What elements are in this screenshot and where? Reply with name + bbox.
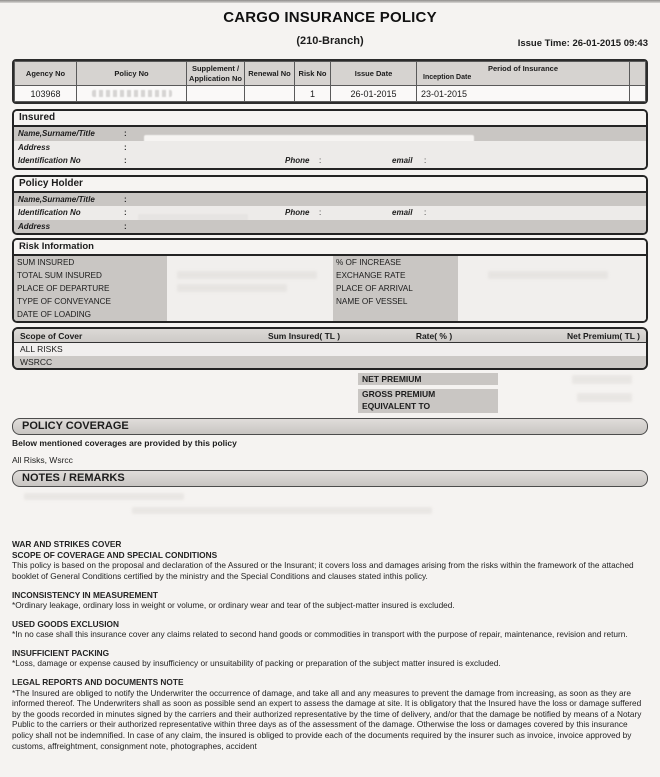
policy-holder-email-label: email — [392, 207, 413, 217]
risk-information-section — [12, 238, 648, 323]
col-header-period-of-insurance — [417, 62, 630, 86]
redaction-smudge — [24, 493, 184, 500]
scope-row-all-risks — [14, 343, 646, 356]
scope-row-wsrcc — [14, 356, 646, 369]
redaction-smudge — [577, 393, 632, 402]
col-header-supplement-no: Supplement / Application No — [187, 62, 245, 86]
total-sum-insured-label: TOTAL SUM INSURED — [14, 269, 167, 282]
scope-table-header — [14, 329, 646, 343]
date-of-loading-value — [167, 308, 333, 321]
equivalent-to-text: EQUIVALENT TO — [362, 400, 431, 411]
scope-of-cover-table — [12, 327, 648, 370]
place-of-departure-label: PLACE OF DEPARTURE — [14, 282, 167, 295]
insured-address-row — [14, 141, 646, 155]
renewal-no-value — [245, 86, 295, 102]
insured-name-row — [14, 127, 646, 141]
colon: : — [124, 208, 127, 218]
colon: : — [424, 207, 427, 217]
redaction-smudge — [132, 507, 432, 514]
subheader — [12, 35, 648, 51]
insured-email-label: email — [392, 155, 413, 165]
redacted-policy-no — [92, 90, 172, 97]
sum-insured-column: Sum Insured( TL ) — [267, 330, 341, 341]
policy-holder-name-label: Name,Surname/Title — [18, 194, 95, 204]
policy-holder-address-label: Address — [18, 221, 51, 231]
sum-insured-value — [167, 256, 333, 269]
condition-heading: INCONSISTENCY IN MEASUREMENT — [12, 589, 158, 600]
risk-row-4 — [14, 295, 646, 308]
colon: : — [319, 207, 322, 217]
colon: : — [124, 156, 127, 166]
risk-row-1 — [14, 256, 646, 269]
net-premium-column: Net Premium( TL ) — [566, 330, 640, 341]
condition-body: *In no case shall this insurance cover any claims related to second hand goods or commodities in transport with the purpose of repair, maintenance, revision and return. — [12, 629, 628, 640]
col-header-empty — [630, 62, 646, 86]
supplement-no-value — [187, 86, 245, 102]
redaction-smudge — [572, 375, 632, 384]
policy-coverage-header: POLICY COVERAGE — [12, 418, 648, 435]
policy-holder-section — [12, 175, 648, 236]
colon: : — [124, 142, 127, 152]
name-of-vessel-label: NAME OF VESSEL — [333, 295, 458, 308]
col-header-issue-date: Issue Date — [331, 62, 417, 86]
risk-information-title: Risk Information — [14, 240, 646, 256]
insured-address-label: Address — [18, 142, 51, 152]
insured-section-title: Insured — [14, 111, 646, 127]
exchange-rate-value — [458, 269, 646, 282]
insured-identification-label: Identification No — [18, 156, 81, 166]
policy-holder-section-title: Policy Holder — [14, 177, 646, 193]
risk-row-3 — [14, 282, 646, 295]
net-premium-label: NET PREMIUM — [358, 373, 498, 385]
period-of-insurance-label: Period of Insurance — [487, 64, 559, 73]
risk-row-2 — [14, 269, 646, 282]
condition-heading: USED GOODS EXCLUSION — [12, 618, 119, 629]
date-of-loading-label: DATE OF LOADING — [14, 308, 167, 321]
agency-no-value: 103968 — [15, 86, 77, 102]
total-sum-insured-value — [167, 269, 333, 282]
policy-summary-table — [12, 59, 648, 104]
cover-name: ALL RISKS — [20, 344, 63, 355]
notes-remarks-header: NOTES / REMARKS — [12, 470, 648, 487]
conditions-text — [12, 539, 648, 751]
premium-summary — [12, 373, 648, 415]
policy-holder-name-row — [14, 193, 646, 207]
gross-premium-label — [358, 389, 498, 413]
inception-date-label: Inception Date — [423, 74, 472, 82]
colon: : — [124, 221, 127, 231]
document-page — [0, 9, 660, 751]
inception-date-value: 23-01-2015 — [417, 86, 630, 102]
scope-of-cover-column: Scope of Cover — [20, 330, 83, 341]
colon: : — [124, 194, 127, 204]
redaction-smudge — [488, 271, 608, 279]
risk-row-5 — [14, 308, 646, 321]
notes-remarks-body — [12, 487, 648, 536]
redaction-smudge — [177, 271, 317, 279]
policy-holder-identification-row — [14, 206, 646, 220]
place-of-arrival-label: PLACE OF ARRIVAL — [333, 282, 458, 295]
empty-risk-label — [333, 308, 458, 321]
rate-column: Rate( % ) — [415, 330, 453, 341]
redaction-smudge — [177, 284, 287, 292]
insured-identification-row — [14, 154, 646, 168]
col-header-policy-no: Policy No — [77, 62, 187, 86]
policy-holder-address-row — [14, 220, 646, 234]
page-title: CARGO INSURANCE POLICY — [223, 9, 437, 26]
condition-body: *The Insured are obliged to notify the Underwriter the occurrence of damage, and take all and any measures to prevent the damage from increasing, as soon as they are informed thereof. The Underwriters shall as soon as possible send an expert to assess the damage at site. It is obligatory that the Insured have the loss or damage suffered by the goods recorded in minutes signed by the carriers and their authorized representative by the time of delivery, and/or that the damage be notified by means of a Notary Public to the carriers or their authorized representative within three days as of the assessment of the damage. Otherwise the loss or damages covered by this insurance policy shall not be indemnified. In case of any claim, the insured is obliged to provide each of the documents required by the insurer such as invoice, invoice approved by customs, affreightment, consignment note, photographes, accident — [12, 687, 642, 751]
cover-name: WSRCC — [20, 356, 53, 367]
pct-increase-label: % OF INCREASE — [333, 256, 458, 269]
branch-label: (210-Branch) — [296, 35, 364, 47]
policy-coverage-subtitle: Below mentioned coverages are provided by this policy — [12, 438, 237, 449]
risk-no-value: 1 — [295, 86, 331, 102]
pct-increase-value — [458, 256, 646, 269]
colon: : — [319, 155, 322, 165]
condition-heading: WAR AND STRIKES COVER — [12, 539, 122, 550]
insured-phone-label: Phone — [285, 155, 310, 165]
type-of-conveyance-label: TYPE OF CONVEYANCE — [14, 295, 167, 308]
policy-holder-phone-label: Phone — [285, 207, 310, 217]
place-of-departure-value — [167, 282, 333, 295]
place-of-arrival-value — [458, 282, 646, 295]
condition-body: *Loss, damage or expense caused by insufficiency or unsuitability of packing or preparation of the subject matter insured is excluded. — [12, 658, 501, 669]
policy-holder-identification-label: Identification No — [18, 208, 81, 218]
name-of-vessel-value — [458, 295, 646, 308]
empty-cell — [630, 86, 646, 102]
col-header-renewal-no: Renewal No — [245, 62, 295, 86]
condition-heading: LEGAL REPORTS AND DOCUMENTS NOTE — [12, 677, 184, 688]
issue-time-label: Issue Time: 26-01-2015 09:43 — [517, 38, 648, 49]
exchange-rate-label: EXCHANGE RATE — [333, 269, 458, 282]
condition-body: *Ordinary leakage, ordinary loss in weight or volume, or ordinary wear and tear of the subject-matter insured is excluded. — [12, 600, 455, 611]
colon: : — [424, 155, 427, 165]
policy-no-value — [77, 86, 187, 102]
issue-date-value: 26-01-2015 — [331, 86, 417, 102]
condition-body: This policy is based on the proposal and declaration of the Assured or the Insurant; it covers loss and damages arising from the risks within the framework of the attached booklet of General Conditions certified by the ministry and the Special Conditions and clauses stated inthis policy. — [12, 560, 634, 581]
gross-premium-text: GROSS PREMIUM — [362, 389, 436, 400]
empty-risk-value — [458, 308, 646, 321]
type-of-conveyance-value — [167, 295, 333, 308]
sum-insured-label: SUM INSURED — [14, 256, 167, 269]
condition-heading: SCOPE OF COVERAGE AND SPECIAL CONDITIONS — [12, 549, 218, 560]
condition-heading: INSUFFICIENT PACKING — [12, 647, 110, 658]
scan-edge — [0, 0, 660, 3]
insured-section — [12, 109, 648, 170]
colon: : — [124, 129, 127, 139]
insured-name-label: Name,Surname/Title — [18, 129, 95, 139]
col-header-risk-no: Risk No — [295, 62, 331, 86]
col-header-agency-no: Agency No — [15, 62, 77, 86]
policy-coverage-list: All Risks, Wsrcc — [12, 455, 73, 466]
